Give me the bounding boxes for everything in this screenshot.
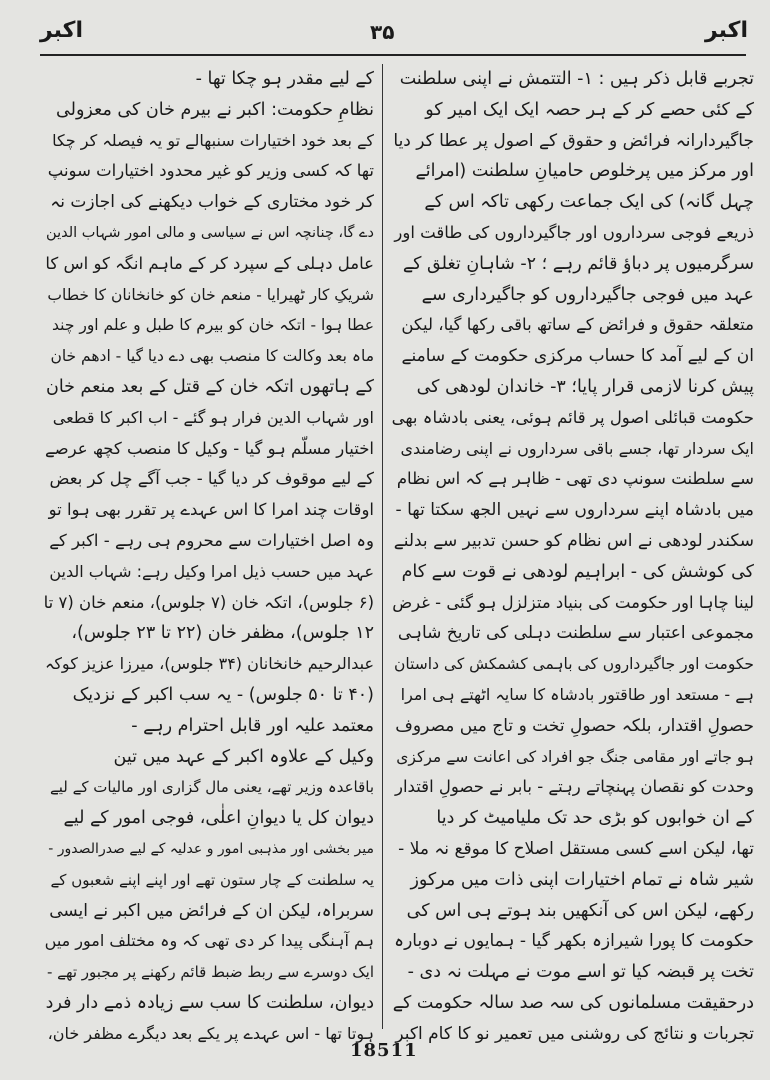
running-title-right: اکبر — [704, 18, 748, 43]
right-column-line: ہے - مستعد اور طاقتور بادشاہ کا سایہ اٹھتے ہی امرا — [400, 684, 754, 704]
right-column-line: اور مرکز میں پرخلوص حامیانِ سلطنت (امرائے — [415, 161, 754, 182]
left-column-line: وہ اصل اختیارات سے محروم ہی رہے - اکبر کے — [49, 530, 374, 550]
left-column-line: عہد میں حسب ذیل امرا وکیل رہے: شہاب الدین — [49, 561, 374, 581]
right-column-line: جاگیردارانہ فرائض و حقوق کے اصول پر عطا کر دیا — [393, 130, 754, 151]
page-number: ۳۵ — [370, 20, 395, 44]
right-column-line: چہل گانہ) کی ایک جماعت رکھی تاکہ اس کے — [424, 192, 754, 213]
right-column-line: مجموعی اعتبار سے سلطنت دہلی کی تاریخ شاہی — [397, 623, 754, 644]
right-column-line: حکومت اور جاگیرداروں کی باہمی کشمکش کی داستان — [394, 655, 754, 674]
right-column-line: ان کے لیے آمد کا حساب مرکزی حکومت کے سامنے — [401, 346, 754, 367]
left-column-line: یہ سلطنت کے چار ستون تھے اور اپنے اپنے شعبوں کے — [50, 870, 374, 889]
left-column-line: شریکِ کار ٹھیرایا - منعم خان کو خانخانان کا خطاب — [47, 285, 374, 304]
right-column-line: سرگرمیوں پر دباؤ قائم رہے ؛ ۲- شاہانِ تغلق کے — [402, 253, 754, 274]
left-column-line: معتمد علیہ اور قابل احترام رہے - — [131, 715, 374, 736]
right-column-line: تجربے قابل ذکر ہیں : ۱- التتمش نے اپنی سلطنت — [399, 69, 754, 89]
right-column-line: کے کئی حصے کر کے ہر حصہ ایک ایک امیر کو — [425, 99, 754, 120]
left-column-line: کے بعد خود اختیارات سنبھالے تو یہ فیصلہ کر چکا — [52, 130, 374, 150]
left-column-line: اور شہاب الدین فرار ہو گئے - اب اکبر کا قطعی — [52, 407, 374, 427]
left-column-line: کے لیے موقوف کر دیا گیا - جب آگے چل کر بعض — [49, 469, 374, 489]
right-column-line: تھا، لیکن اسے کسی مستقل اصلاح کا موقع نہ ملا - — [398, 838, 754, 859]
left-column-line: عامل دہلی کے سپرد کر کے ماہم انگہ کو اس کا — [45, 253, 374, 273]
left-column-line: تھا کہ کسی وزیر کو غیر محدود اختیارات سونپ — [47, 161, 374, 181]
left-column-line: اوقات چند امرا کا اس عہدے پر تقرر بھی ہوا تو — [48, 500, 374, 520]
page-header — [40, 14, 748, 54]
left-column-line: نظامِ حکومت: اکبر نے بیرم خان کی معزولی — [56, 99, 374, 120]
right-column-line: ہو جاتے اور مقامی جنگ جو افراد کی اعانت سے مرکزی — [396, 747, 754, 766]
right-column-line: وحدت کو نقصان پہنچاتے رہتے - بابر نے حصولِ اقتدار — [394, 777, 754, 797]
left-column-line: وکیل کے علاوہ اکبر کے عہد میں تین — [113, 746, 374, 767]
left-column-line: ۱۲ جلوس)، مظفر خان (۲۲ تا ۲۳ جلوس)، — [71, 623, 374, 644]
right-column-line: میں بادشاہ اپنے سرداروں سے نہیں الجھ سکتا تھا - — [395, 500, 754, 521]
left-column-line: (۴۰ تا ۵۰ جلوس) - یہ سب اکبر کے نزدیک — [72, 684, 374, 705]
left-column-line: کے لیے مقدر ہو چکا تھا - — [195, 69, 374, 89]
left-column-line: کے ہاتھوں اتکہ خان کے قتل کے بعد منعم خان — [45, 376, 374, 397]
right-column-line: رکھے، لیکن اس کی آنکھیں بند ہوتے ہی اس کی — [406, 900, 754, 921]
right-column-line: کے ان خوابوں کو بڑی حد تک ملیامیٹ کر دیا — [436, 808, 754, 829]
right-column-line: سے سلطنت سونپ دی تھی - ظاہر ہے کہ اس نظام — [396, 469, 754, 489]
left-column — [44, 64, 374, 1043]
right-column-line: متعلقہ حقوق و فرائض کے ساتھ باقی رکھا گیا، لیکن — [401, 315, 754, 335]
left-column-line: باقاعدہ وزیر تھے، یعنی مال گزاری اور مالیات کے لیے — [49, 778, 374, 797]
left-column-line: ہم آہنگی پیدا کر دی تھی کہ وہ مختلف امور میں — [44, 931, 374, 951]
right-column-line: پیش کرنا لازمی قرار پایا؛ ۳- خاندان لودھی کی — [416, 376, 754, 397]
right-column-line: کی کوشش کی - ابراہیم لودھی نے قوت سے کام — [401, 561, 754, 582]
handwritten-number: 18511 — [350, 1040, 418, 1061]
right-column-line: درحقیقت مسلمانوں کی سہ صد سالہ حکومت کے — [392, 992, 754, 1013]
header-rule — [40, 54, 746, 56]
running-title-left: اکبر — [40, 18, 84, 43]
right-column-line: تجربات و نتائج کی روشنی میں تعمیر نو کا کام اکبر — [395, 1023, 754, 1044]
column-divider — [382, 64, 383, 1029]
left-column-line: ایک دوسرے سے ربط ضبط قائم رکھنے پر مجبور تھے - — [46, 963, 374, 982]
left-column-line: عبدالرحیم خانخانان (۳۴ جلوس)، میرزا عزیز کوکہ — [44, 654, 374, 674]
right-column-line: سکندر لودھی نے اس نظام کو حسن تدبیر سے بدلنے — [393, 530, 754, 551]
left-column-line: ہوتا تھا - اس عہدے پر یکے بعد دیگرے مظفر خان، — [47, 1023, 374, 1043]
right-column-line: حکومت قبائلی اصول پر قائم ہوئی، یعنی بادشاہ بھی — [392, 407, 754, 427]
right-column-line: تخت پر قبضہ کیا تو اسے موت نے مہلت نہ دی - — [407, 962, 754, 983]
right-column-line: لینا چاہا اور حکومت کی بنیاد متزلزل ہو گئی - غرض — [392, 592, 754, 612]
right-column-line: حصولِ اقتدار، بلکہ حصولِ تخت و تاج میں مصروف — [395, 715, 754, 736]
left-column-line: (۶ جلوس)، اتکہ خان (۷ جلوس)، منعم خان (۷ تا — [44, 592, 374, 612]
right-column-line: عہد میں فوجی جاگیرداروں کو جاگیرداری سے — [421, 284, 754, 305]
left-column-line: میر بخشی اور مذہبی امور و عدلیہ کے لیے صدرالصدور - — [48, 840, 374, 857]
left-column-line: کر خود مختاری کے خواب دیکھنے کی اجازت نہ — [50, 192, 374, 213]
right-column — [392, 64, 754, 1044]
left-column-line: دیوان، سلطنت کا سب سے زیادہ ذمے دار فرد — [45, 992, 374, 1013]
right-column-line: ایک سردار تھا، جسے باقی سرداروں نے اپنی رضامندی — [400, 438, 754, 458]
left-column-line: ماہ بعد وکالت کا منصب بھی دے دیا گیا - ادھم خان — [50, 347, 374, 366]
right-column-line: شیر شاہ نے تمام اختیارات اپنی ذات میں مرکوز — [410, 869, 754, 890]
left-column-line: دیوان کل یا دیوانِ اعلٰی، فوجی امور کے لیے — [63, 808, 374, 829]
right-column-line: حکومت کا پورا شیرازہ بکھر گیا - ہمایوں نے دوبارہ — [394, 931, 754, 952]
left-column-line: سربراہ، لیکن ان کے فرائض میں اکبر نے ایسی — [49, 900, 374, 921]
left-column-line: عطا ہوا - اتکہ خان کو بیرم کا طبل و علم اور چند — [52, 316, 374, 335]
right-column-line: ذریعے فوجی سرداروں اور جاگیرداروں کی طاقت اور — [394, 222, 754, 242]
left-column-line: اختیار مسلّم ہو گیا - وکیل کا منصب کچھ عرصے — [44, 438, 374, 458]
left-column-line: دے گا، چنانچہ اس نے سیاسی و مالی امور شہاب الدین — [46, 224, 374, 241]
